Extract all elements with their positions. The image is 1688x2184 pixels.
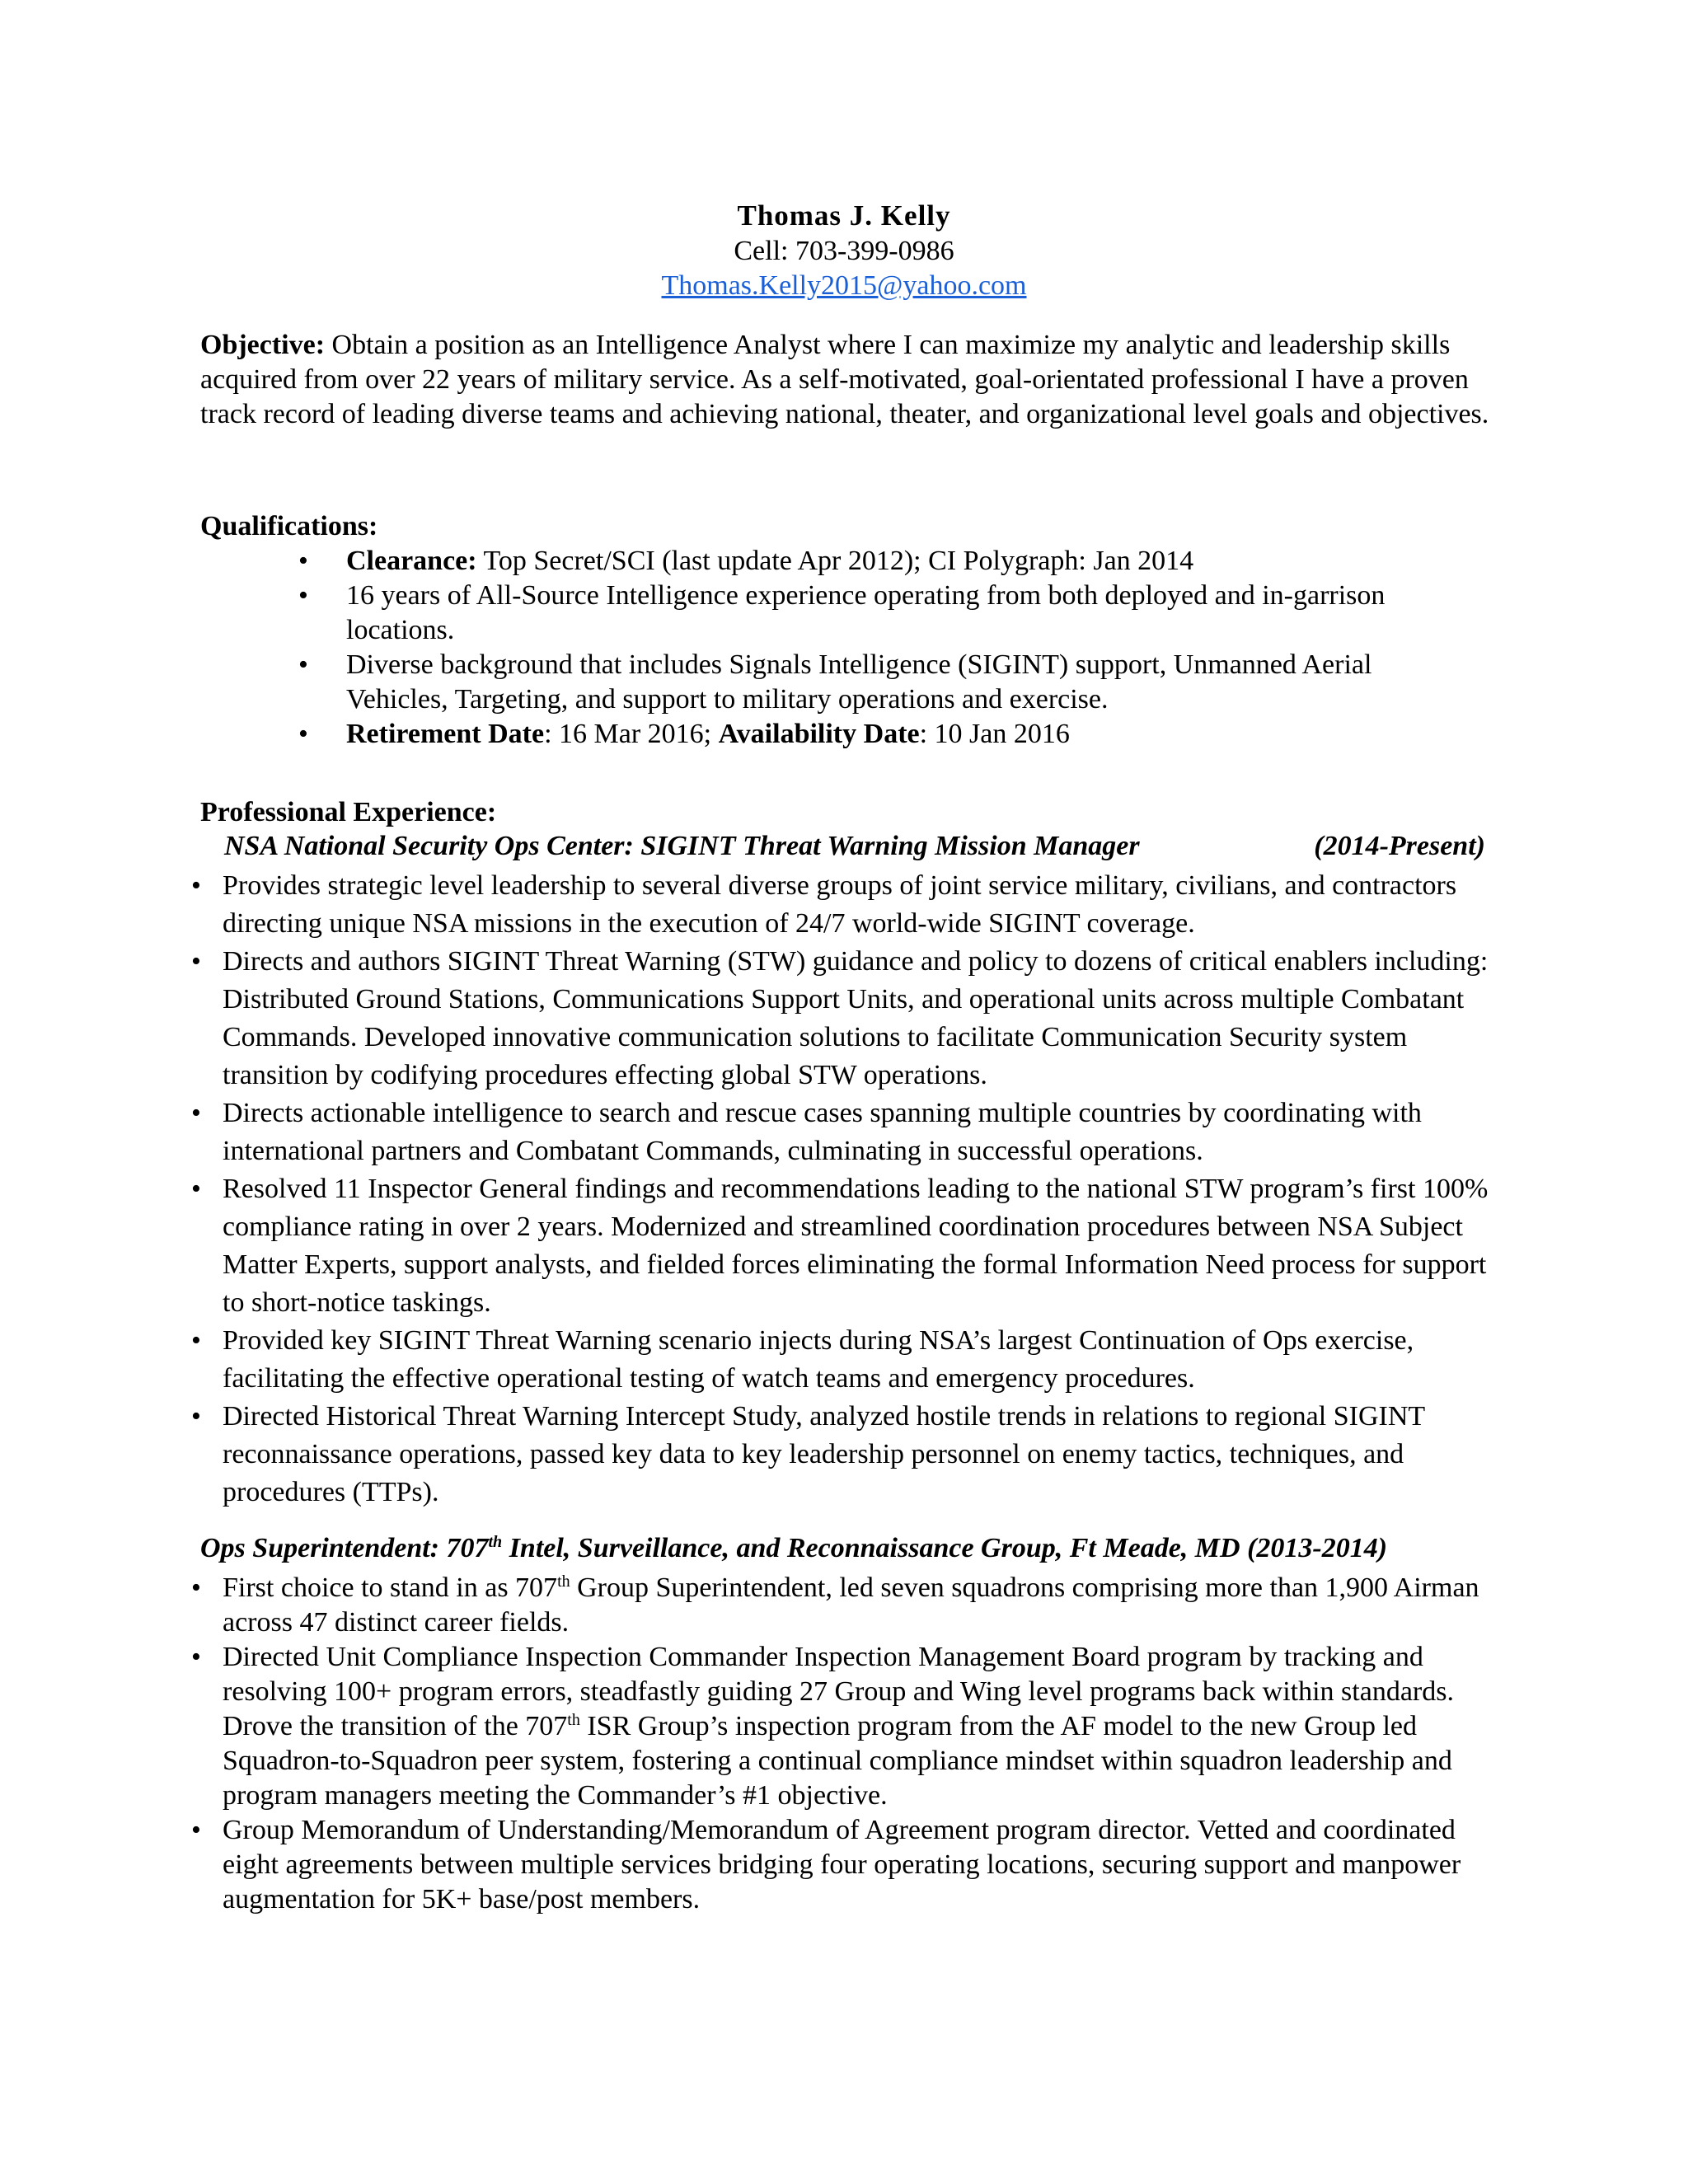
- list-item: [293, 648, 1480, 717]
- availability-label: Availability Date: [718, 719, 920, 749]
- qualification-text: Diverse background that includes Signals Intelligence (SIGINT) support, Unmanned Aerial Vehicles, Targeting, and support to military operations and exercise.: [346, 649, 1372, 715]
- bullet-icon: •: [191, 1098, 201, 1128]
- list-item: [188, 1640, 1490, 1813]
- job2-title-end: Intel, Surveillance, and Reconnaissance Group, Ft Meade, MD (2013-2014): [502, 1533, 1388, 1563]
- bullet-icon: •: [191, 1642, 201, 1672]
- bullet-icon: •: [191, 870, 201, 901]
- list-item: [188, 867, 1490, 943]
- job1-dates: (2014-Present): [1314, 831, 1485, 861]
- email-link[interactable]: Thomas.Kelly2015@yahoo.com: [661, 270, 1027, 301]
- cell-phone: Cell: 703-399-0986: [734, 236, 954, 266]
- bullet-text-start: Directed Unit Compliance Inspection Commander Inspection Management Board program by tracking and resolving 100+ program errors, steadfastly guiding 27 Group and Wing level programs back within standards. Drove the transition of the 707: [223, 1642, 1454, 1741]
- bullet-icon: •: [298, 546, 308, 576]
- bullet-icon: •: [298, 719, 308, 749]
- retirement-label: Retirement Date: [346, 719, 545, 749]
- bullet-text: Provided key SIGINT Threat Warning scenario injects during NSA’s largest Continuation of Ops exercise, facilitating the effective operational testing of watch teams and emergency procedures.: [223, 1325, 1414, 1394]
- objective-text: Obtain a position as an Intelligence Analyst where I can maximize my analytic and leadership skills acquired from over 22 years of military service. As a self-motivated, goal-orientated professional I have a proven track record of leading diverse teams and achieving national, theater, and organizational level goals and objectives.: [200, 330, 1489, 429]
- job2-bullets: [188, 1571, 1490, 1917]
- bullet-text: Directs actionable intelligence to search and rescue cases spanning multiple countries by coordinating with international partners and Combatant Commands, culminating in successful operations.: [223, 1098, 1422, 1166]
- list-item: [293, 717, 1480, 752]
- ordinal-sup: th: [557, 1572, 570, 1591]
- bullet-icon: •: [191, 1572, 201, 1603]
- job2-title-sup: th: [488, 1533, 503, 1551]
- list-item: [188, 943, 1490, 1094]
- objective-label: Objective:: [200, 330, 326, 360]
- qualifications-title: Qualifications:: [200, 511, 378, 541]
- list-item: [293, 579, 1480, 648]
- experience-title: Professional Experience:: [200, 797, 497, 827]
- bullet-icon: •: [191, 1401, 201, 1432]
- bullet-icon: •: [191, 1174, 201, 1204]
- list-item: [188, 1094, 1490, 1170]
- list-item: [188, 1571, 1490, 1640]
- bullet-text-start: First choice to stand in as 707: [223, 1572, 558, 1603]
- job1-title: NSA National Security Ops Center: SIGINT Threat Warning Mission Manager: [224, 831, 1140, 861]
- clearance-label: Clearance:: [346, 546, 477, 576]
- availability-text: : 10 Jan 2016: [919, 719, 1070, 749]
- list-item: [188, 1322, 1490, 1398]
- objective-section: [200, 328, 1503, 432]
- job1-heading: [224, 829, 1485, 864]
- retirement-text: : 16 Mar 2016;: [544, 719, 719, 749]
- clearance-text: Top Secret/SCI (last update Apr 2012); CI Polygraph: Jan 2014: [476, 546, 1194, 576]
- job2-heading: [200, 1531, 1503, 1566]
- candidate-name: Thomas J. Kelly: [737, 199, 951, 232]
- bullet-text: Directs and authors SIGINT Threat Warning (STW) guidance and policy to dozens of critical enablers including: Distributed Ground Stations, Communications Support Units, and operational units across multiple Combatant Commands. Developed innovative communication solutions to facilitate Communication Security system transition by codifying procedures effecting global STW operations.: [223, 946, 1489, 1090]
- bullet-text-end: Group Superintendent, led seven squadrons comprising more than 1,900 Airman across 47 distinct career fields.: [223, 1572, 1479, 1638]
- ordinal-sup: th: [567, 1711, 580, 1729]
- bullet-text: Group Memorandum of Understanding/Memorandum of Agreement program director. Vetted and coordinated eight agreements between multiple services bridging four operating locations, securing support and manpower augmentation for 5K+ base/post members.: [223, 1815, 1461, 1915]
- qualifications-list: [293, 544, 1480, 752]
- qualification-text: 16 years of All-Source Intelligence experience operating from both deployed and in-garrison locations.: [346, 580, 1386, 645]
- list-item: [293, 544, 1480, 579]
- resume-header: [0, 198, 1688, 303]
- bullet-text: Directed Historical Threat Warning Intercept Study, analyzed hostile trends in relations to regional SIGINT reconnaissance operations, passed key data to key leadership personnel on enemy tactics, techniques, and procedures (TTPs).: [223, 1401, 1425, 1507]
- job2-title-start: Ops Superintendent: 707: [200, 1533, 489, 1563]
- list-item: [188, 1170, 1490, 1322]
- bullet-icon: •: [191, 1325, 201, 1356]
- bullet-icon: •: [191, 1815, 201, 1845]
- bullet-icon: •: [191, 946, 201, 977]
- bullet-text: Resolved 11 Inspector General findings and recommendations leading to the national STW program’s first 100% compliance rating in over 2 years. Modernized and streamlined coordination procedures between NSA Subject Matter Experts, support analysts, and fielded forces eliminating the formal Information Need process for support to short-notice taskings.: [223, 1174, 1489, 1318]
- bullet-text: Provides strategic level leadership to several diverse groups of joint service military, civilians, and contractors directing unique NSA missions in the execution of 24/7 world-wide SIGINT coverage.: [223, 870, 1457, 939]
- bullet-icon: •: [298, 649, 308, 680]
- list-item: [188, 1398, 1490, 1511]
- job1-bullets: [188, 867, 1490, 1511]
- bullet-text-end: ISR Group’s inspection program from the AF model to the new Group led Squadron-to-Squadron peer system, fostering a continual compliance mindset within squadron leadership and program managers meeting the Commander’s #1 objective.: [223, 1711, 1452, 1811]
- list-item: [188, 1813, 1490, 1917]
- bullet-icon: •: [298, 580, 308, 611]
